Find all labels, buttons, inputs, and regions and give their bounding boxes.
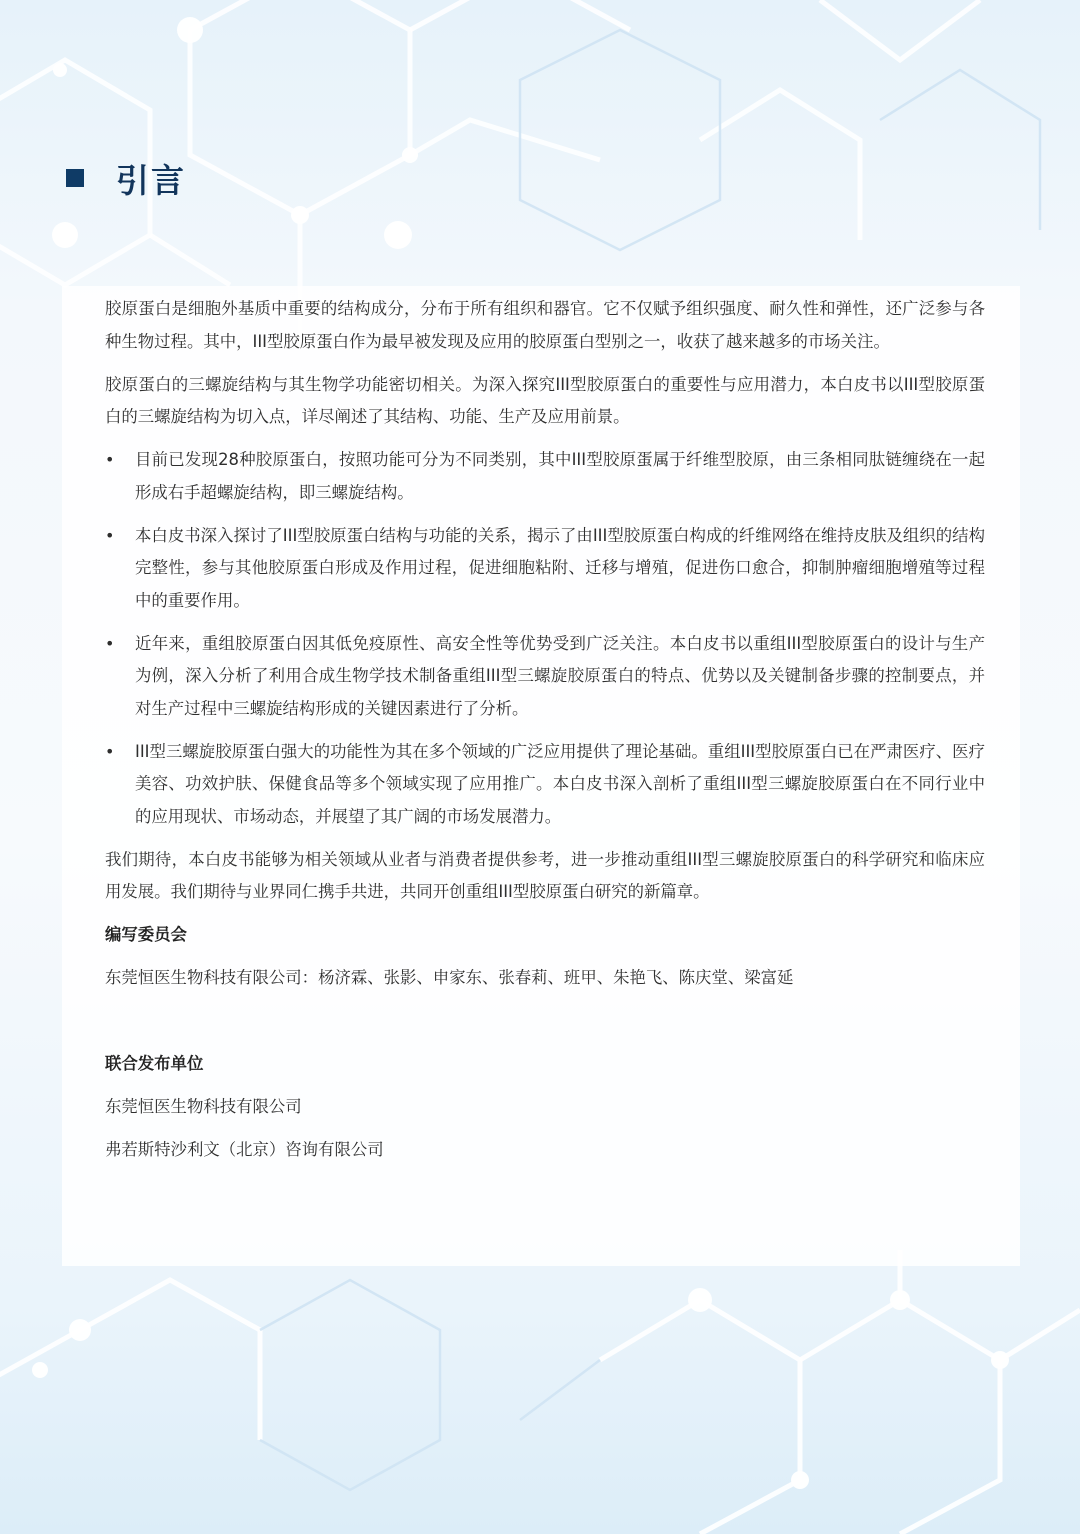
list-item-text: 近年来，重组胶原蛋白因其低免疫原性、高安全性等优势受到广泛关注。本白皮书以重组III型胶原蛋白的设计与生产为例，深入分析了利用合成生物学技术制备重组III型三螺旋胶原蛋白的特点、优势以及关键制备步骤的控制要点，并对生产过程中三螺旋结构形成的关键因素进行了分析。 xyxy=(135,633,985,718)
list-item xyxy=(105,736,985,834)
main-content xyxy=(105,293,985,1177)
list-item xyxy=(105,628,985,726)
intro-paragraph-2: 胶原蛋白的三螺旋结构与其生物学功能密切相关。为深入探究III型胶原蛋白的重要性与应用潜力，本白皮书以III型胶原蛋白的三螺旋结构为切入点，详尽阐述了其结构、功能、生产及应用前景。 xyxy=(105,374,985,426)
intro-paragraph-1: 胶原蛋白是细胞外基质中重要的结构成分，分布于所有组织和器官。它不仅赋予组织强度、耐久性和弹性，还广泛参与各种生物过程。其中，III型胶原蛋白作为最早被发现及应用的胶原蛋白型别之一，收获了越来越多的市场关注。 xyxy=(105,299,985,351)
list-item xyxy=(105,520,985,618)
list-item-text: 目前已发现28种胶原蛋白，按照功能可分为不同类别，其中III型胶原蛋属于纤维型胶原，由三条相同肽链缠绕在一起形成右手超螺旋结构，即三螺旋结构。 xyxy=(135,450,985,502)
committee-title: 编写委员会 xyxy=(105,925,187,944)
publisher-item: 东莞恒医生物科技有限公司 xyxy=(105,1097,302,1116)
heading-square-icon xyxy=(66,169,84,187)
list-item xyxy=(105,444,985,509)
list-item-text: III型三螺旋胶原蛋白强大的功能性为其在多个领域的广泛应用提供了理论基础。重组III型胶原蛋白已在严肃医疗、医疗美容、功效护肤、保健食品等多个领域实现了应用推广。本白皮书深入剖析了重组III型三螺旋胶原蛋白在不同行业中的应用现状、市场动态，并展望了其广阔的市场发展潜力。 xyxy=(135,741,985,826)
section-heading xyxy=(66,155,186,201)
intro-paragraph-3: 我们期待，本白皮书能够为相关领域从业者与消费者提供参考，进一步推动重组III型三螺旋胶原蛋白的科学研究和临床应用发展。我们期待与业界同仁携手共进，共同开创重组III型胶原蛋白研究的新篇章。 xyxy=(105,849,985,901)
publishers-title: 联合发布单位 xyxy=(105,1054,204,1073)
bullet-icon: • xyxy=(105,525,115,545)
spacer xyxy=(105,1005,985,1048)
bullet-icon: • xyxy=(105,450,115,469)
list-item-text: 本白皮书深入探讨了III型胶原蛋白结构与功能的关系，揭示了由III型胶原蛋白构成的纤维网络在维持皮肤及组织的结构完整性，参与其他胶原蛋白形成及作用过程，促进细胞粘附、迁移与增殖，促进伤口愈合，抑制肿瘤细胞增殖等过程中的重要作用。 xyxy=(135,525,985,610)
bullet-icon: • xyxy=(105,741,115,761)
publisher-item: 弗若斯特沙利文（北京）咨询有限公司 xyxy=(105,1140,384,1159)
bullet-list xyxy=(105,444,985,833)
page-title: 引言 xyxy=(116,160,186,200)
committee-members: 东莞恒医生物科技有限公司：杨济霖、张影、申家东、张春莉、班甲、朱艳飞、陈庆堂、梁富延 xyxy=(105,968,794,987)
bullet-icon: • xyxy=(105,633,115,653)
